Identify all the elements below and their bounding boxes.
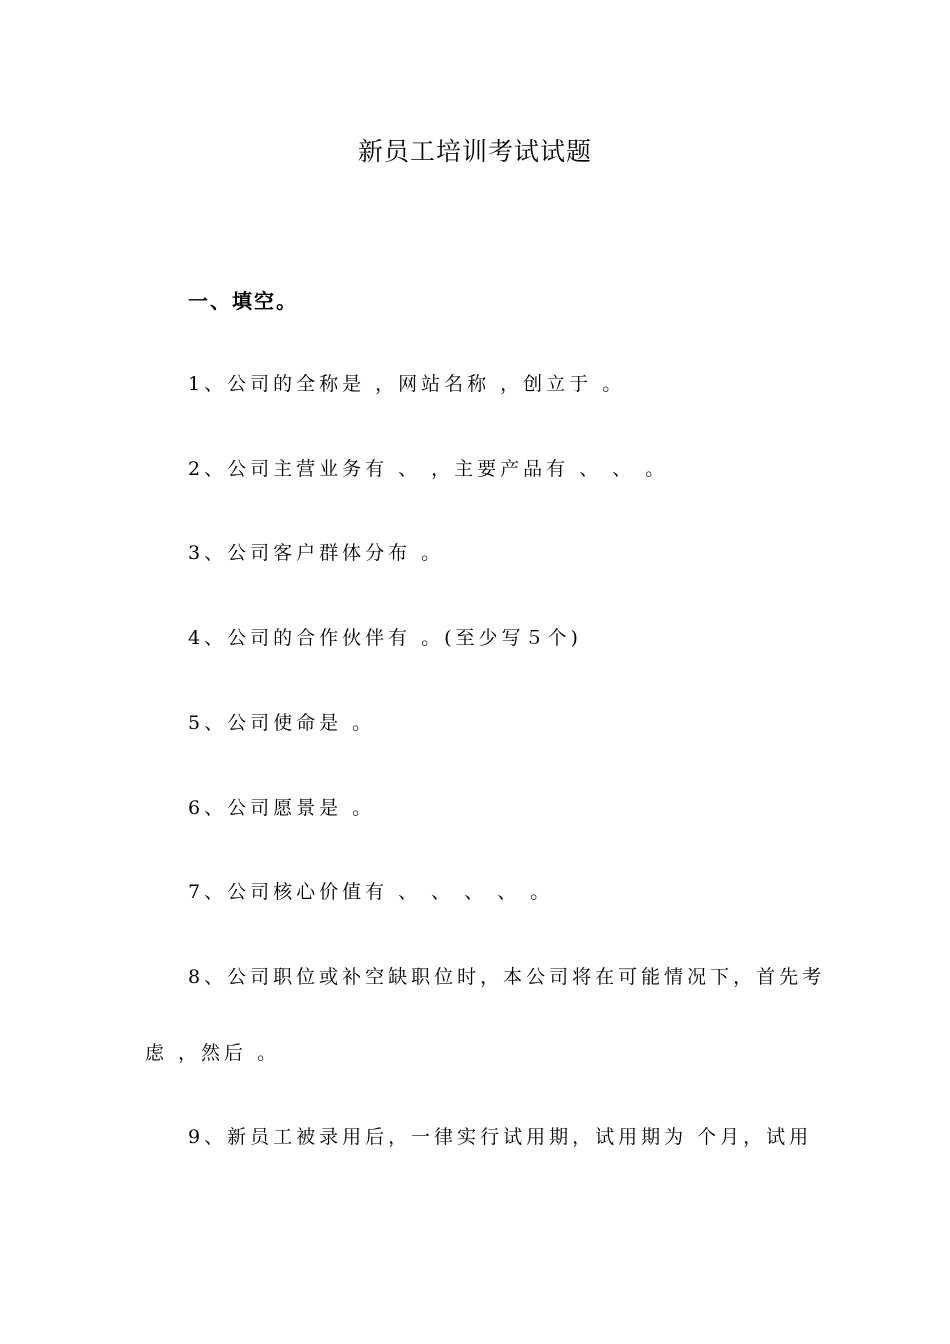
- question-9: 9、新员工被录用后，一律实行试用期，试用期为 个月，试用: [188, 1126, 813, 1148]
- question-8: 8、公司职位或补空缺职位时，本公司将在可能情况下，首先考: [188, 966, 826, 988]
- document-title: 新员工培训考试试题: [357, 137, 592, 166]
- question-4: 4、公司的合作伙伴有 。(至少写５个): [188, 627, 582, 649]
- section-heading-fill-in-blank: 一、填空。: [188, 289, 298, 313]
- question-2: 2、公司主营业务有 、 ，主要产品有 、 、 。: [188, 458, 669, 480]
- question-3: 3、公司客户群体分布 。: [188, 542, 445, 564]
- question-7: 7、公司核心价值有 、 、 、 、 。: [188, 881, 554, 903]
- question-8-continued: 虑 ，然后 。: [145, 1042, 281, 1064]
- question-1: 1、公司的全称是 ，网站名称 ，创立于 。: [188, 373, 626, 395]
- question-6: 6、公司愿景是 。: [188, 797, 376, 819]
- question-5: 5、公司使命是 。: [188, 712, 376, 734]
